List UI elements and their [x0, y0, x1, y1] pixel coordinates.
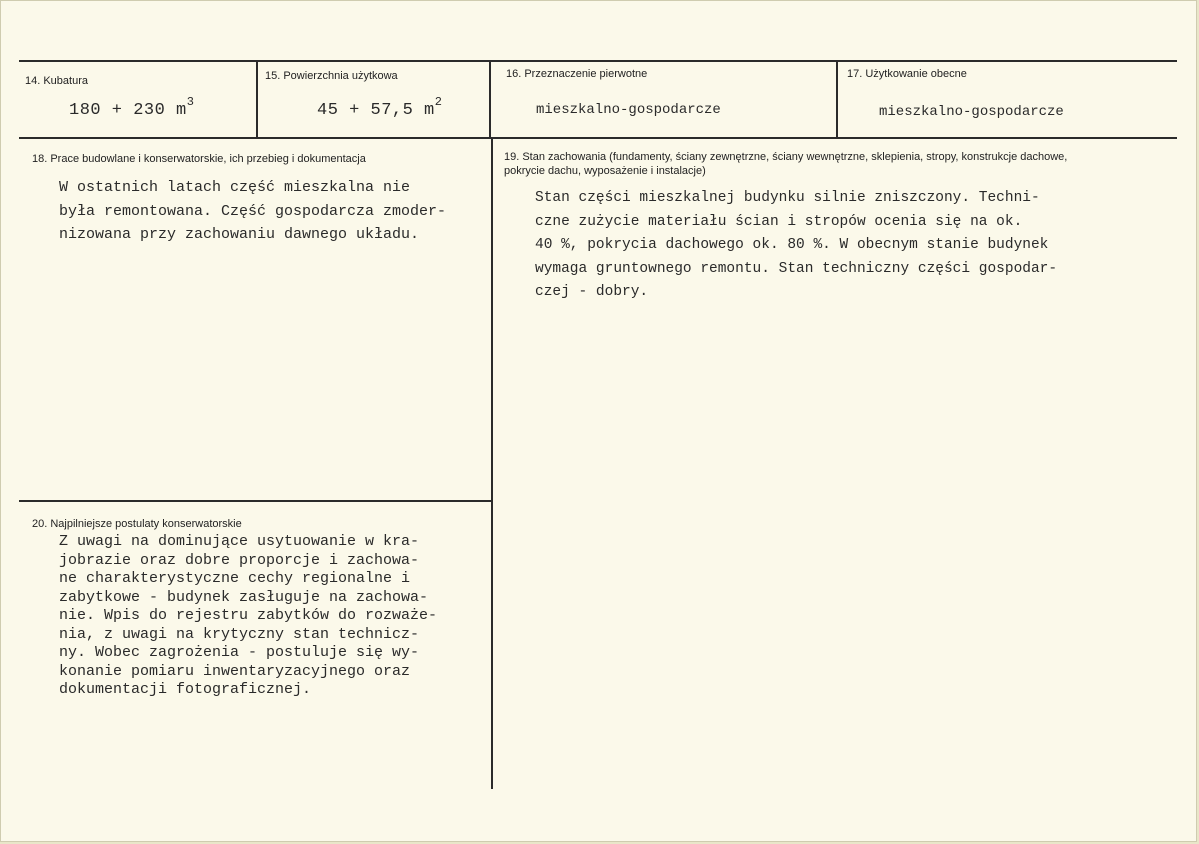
- kubatura-label: 14. Kubatura: [25, 75, 88, 87]
- prace-label: 18. Prace budowlane i konserwatorskie, ich przebieg i dokumentacja: [32, 153, 366, 165]
- col-divider-16-17: [836, 60, 838, 139]
- uzytkowanie-label: 17. Użytkowanie obecne: [847, 68, 967, 80]
- uzytkowanie-value: mieszkalno-gospodarcze: [879, 104, 1064, 120]
- row1-bottom-rule: [19, 137, 1177, 139]
- top-rule: [19, 60, 1177, 62]
- postulaty-text: Z uwagi na dominujące usytuowanie w kra- jobrazie oraz dobre proporcje i zachowa- ne charakterystyczne cechy regionalne i zabytkowe - budynek zasługuje na zachowa- nie. Wpis do rejestru zabytków do rozważe- nia, z uwagi na krytyczny stan technicz- ny. Wobec zagrożenia - postuluje się wy- konanie pomiaru inwentaryzacyjnego oraz dokumentacji fotograficznej.: [59, 533, 438, 698]
- powierzchnia-label: 15. Powierzchnia użytkowa: [265, 70, 398, 82]
- powierzchnia-text: 45 + 57,5 m: [317, 101, 435, 120]
- postulaty-label: 20. Najpilniejsze postulaty konserwatorskie: [32, 518, 242, 530]
- kubatura-text: 180 + 230 m: [69, 101, 187, 120]
- kubatura-value: [69, 95, 195, 120]
- powierzchnia-value: [317, 95, 443, 120]
- przeznaczenie-value: mieszkalno-gospodarcze: [536, 102, 721, 118]
- main-col-divider: [491, 139, 493, 789]
- stan-label: 19. Stan zachowania (fundamenty, ściany zewnętrzne, ściany wewnętrzne, sklepienia, stropy, konstrukcje dachowe, pokrycie dachu, wyposażenie i instalacje): [504, 151, 1068, 177]
- col-divider-14-15: [256, 60, 258, 139]
- row2-left-bottom-rule: [19, 500, 491, 502]
- stan-text: Stan części mieszkalnej budynku silnie zniszczony. Techni- czne zużycie materiału ścian i stropów ocenia się na ok. 40 %, pokrycia dachowego ok. 80 %. W obecnym stanie budynek wymaga gruntownego remontu. Stan techniczny części gospodar- czej - dobry.: [535, 190, 1058, 300]
- kubatura-exponent: 3: [186, 95, 195, 109]
- przeznaczenie-label: 16. Przeznaczenie pierwotne: [506, 68, 648, 80]
- col-divider-15-16: [489, 60, 491, 139]
- prace-text: W ostatnich latach część mieszkalna nie była remontowana. Część gospodarcza zmoder- nizowana przy zachowaniu dawnego układu.: [59, 179, 447, 243]
- powierzchnia-exponent: 2: [434, 95, 443, 109]
